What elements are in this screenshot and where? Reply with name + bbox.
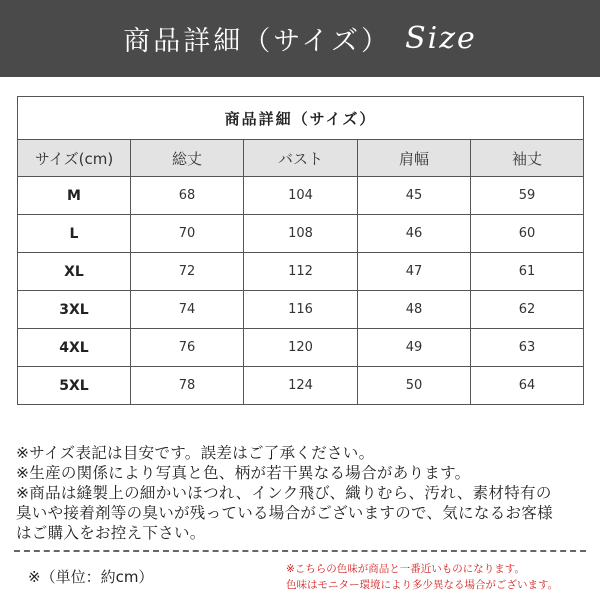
color-note-line: 色味はモニター環境により多少異なる場合がございます。	[286, 579, 559, 591]
table-row	[18, 291, 584, 329]
note-line: はご購入をお控え下さい。	[16, 524, 206, 542]
size-cell: 5XL	[18, 367, 131, 405]
length-cell: 68	[131, 177, 244, 215]
header-size: サイズ(cm)	[18, 140, 131, 177]
bust-cell: 116	[244, 291, 358, 329]
length-cell: 72	[131, 253, 244, 291]
color-note	[286, 561, 586, 593]
table-row	[18, 329, 584, 367]
table-row	[18, 367, 584, 405]
shoulder-cell: 48	[358, 291, 471, 329]
color-note-line: ※こちらの色味が商品と一番近いものになります。	[286, 563, 525, 575]
sleeve-cell: 61	[471, 253, 584, 291]
note-line: ※商品は縫製上の細かいほつれ、インク飛び、織りむら、汚れ、素材特有の	[16, 484, 552, 502]
dashed-divider	[14, 550, 586, 552]
bust-cell: 108	[244, 215, 358, 253]
banner-script-word: Size	[405, 21, 477, 56]
length-cell: 76	[131, 329, 244, 367]
sleeve-cell: 60	[471, 215, 584, 253]
size-cell: M	[18, 177, 131, 215]
title-banner	[0, 0, 600, 77]
note-line: ※生産の関係により写真と色、柄が若干異なる場合があります。	[16, 464, 471, 482]
length-cell: 70	[131, 215, 244, 253]
shoulder-cell: 50	[358, 367, 471, 405]
banner-title: 商品詳細（サイズ）	[123, 26, 392, 57]
table-title: 商品詳細（サイズ）	[18, 97, 584, 140]
size-cell: 4XL	[18, 329, 131, 367]
sleeve-cell: 64	[471, 367, 584, 405]
table-row	[18, 177, 584, 215]
size-table	[17, 96, 584, 405]
note-line: 臭いや接着剤等の臭いが残っている場合がございますので、気になるお客様	[16, 504, 553, 522]
bust-cell: 124	[244, 367, 358, 405]
header-bust: バスト	[244, 140, 358, 177]
size-cell: L	[18, 215, 131, 253]
note-line: ※サイズ表記は目安です。誤差はご了承ください。	[16, 444, 375, 462]
sleeve-cell: 63	[471, 329, 584, 367]
header-length: 総丈	[131, 140, 244, 177]
header-sleeve: 袖丈	[471, 140, 584, 177]
shoulder-cell: 45	[358, 177, 471, 215]
header-shoulder: 肩幅	[358, 140, 471, 177]
bust-cell: 104	[244, 177, 358, 215]
sleeve-cell: 62	[471, 291, 584, 329]
shoulder-cell: 46	[358, 215, 471, 253]
unit-note: ※（単位：約cm）	[28, 568, 154, 586]
notes-block	[16, 443, 588, 543]
sleeve-cell: 59	[471, 177, 584, 215]
bust-cell: 120	[244, 329, 358, 367]
table-row	[18, 215, 584, 253]
size-cell: 3XL	[18, 291, 131, 329]
shoulder-cell: 49	[358, 329, 471, 367]
size-cell: XL	[18, 253, 131, 291]
table-header-row	[18, 140, 584, 177]
table-row	[18, 253, 584, 291]
bust-cell: 112	[244, 253, 358, 291]
length-cell: 78	[131, 367, 244, 405]
shoulder-cell: 47	[358, 253, 471, 291]
length-cell: 74	[131, 291, 244, 329]
